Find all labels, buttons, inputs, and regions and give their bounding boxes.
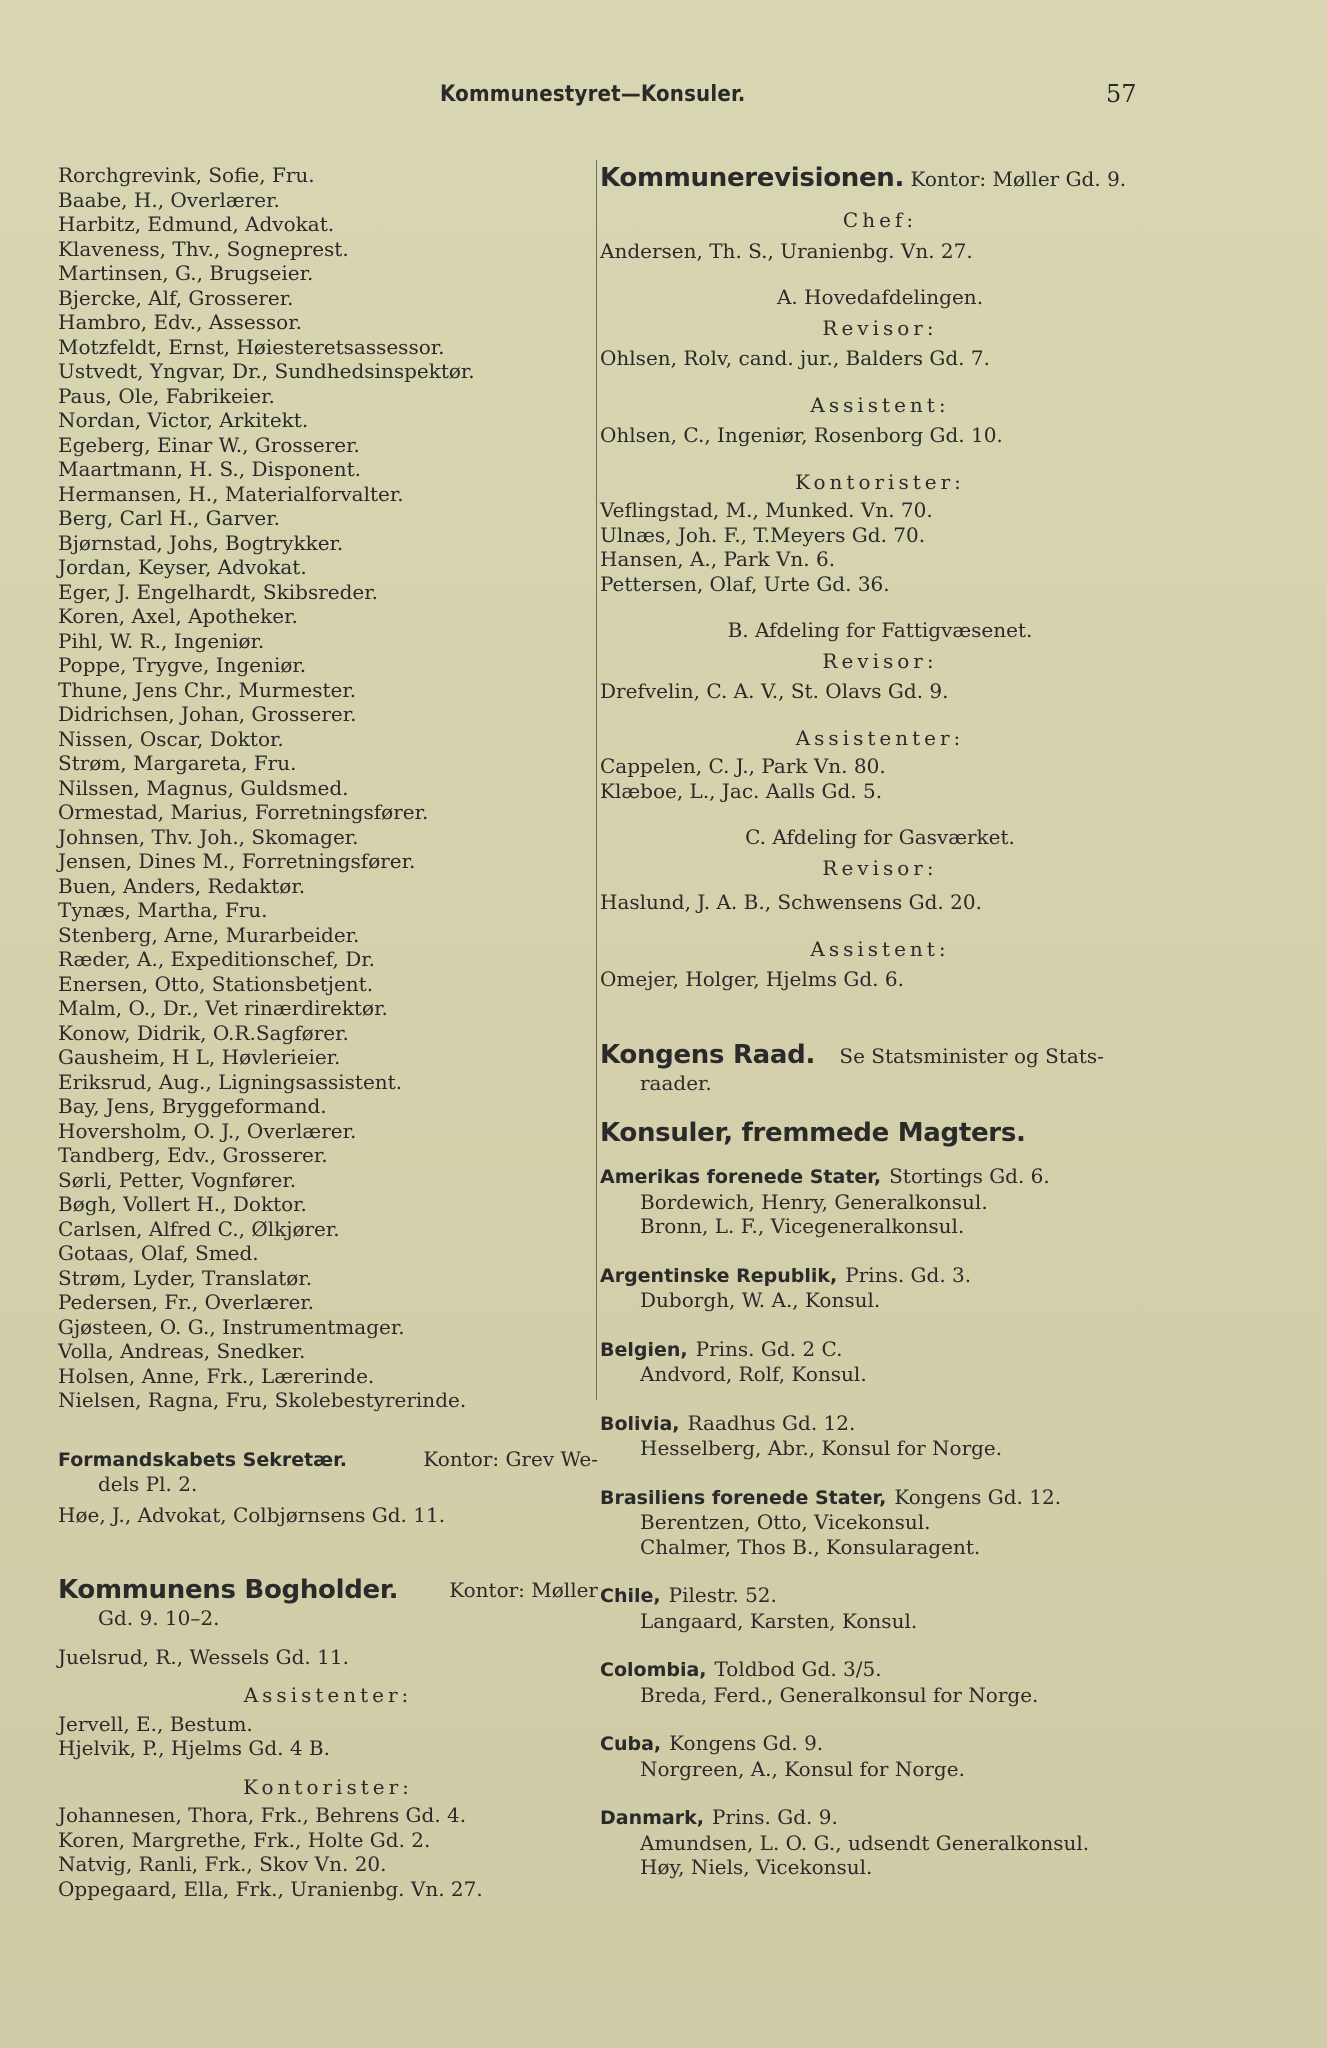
consulate-block (600, 1805, 1160, 1880)
member-entry: Tandberg, Edv., Grosserer. (58, 1143, 328, 1167)
kongens-raad-text: Se Statsminister og Stats- (839, 1043, 1104, 1068)
consul-entry: Bordewich, Henry, Generalkonsul. (640, 1189, 988, 1214)
consulate-country: Colombia, (600, 1659, 707, 1681)
member-entry: Bjørnstad, Johs, Bogtrykker. (58, 530, 344, 555)
consulate-country-line (600, 1263, 1160, 1289)
kongens-raad-heading: Kongens Raad. (600, 1039, 816, 1070)
member-entry: Egeberg, Einar W., Grosserer. (58, 432, 360, 457)
member-entry: Thune, Jens Chr., Murmester. (58, 677, 357, 702)
consulate-block (600, 1411, 1160, 1461)
member-entry: Motzfeldt, Ernst, Høiesteretsassessor. (58, 334, 445, 359)
kontorist-entry: Koren, Margrethe, Frk., Holte Gd. 2. (58, 1827, 431, 1852)
consul-entry: Andvord, Rolf, Konsul. (640, 1362, 867, 1386)
section-a-revisor-label: Revisor: (822, 315, 938, 340)
member-entry: Nielsen, Ragna, Fru, Skolebestyrerinde. (58, 1388, 467, 1412)
consulate-country: Belgien, (600, 1338, 688, 1361)
consulate-country-line (600, 1337, 1160, 1363)
konsuler-list (600, 1164, 1160, 1880)
kontorist-entry: Hansen, A., Park Vn. 6. (600, 547, 836, 571)
consulate-block (600, 1164, 1160, 1239)
kontorist-entry: Ulnæs, Joh. F., T.Meyers Gd. 70. (600, 522, 926, 547)
consulate-block (600, 1657, 1160, 1707)
member-entry: Nissen, Oscar, Doktor. (58, 726, 284, 751)
section-a-kontorister-label: Kontorister: (795, 469, 965, 494)
revision-office: Kontor: Møller Gd. 9. (910, 167, 1127, 191)
section-a-kontorister-list (600, 498, 1160, 596)
consul-entry: Bronn, L. F., Vicegeneralkonsul. (640, 1214, 965, 1238)
member-entry: Tynæs, Martha, Fru. (58, 898, 268, 922)
consulate-address: Prins. Gd. 3. (845, 1262, 972, 1287)
member-entry: Eger, J. Engelhardt, Skibsreder. (58, 579, 378, 604)
member-entry: Nilssen, Magnus, Guldsmed. (58, 775, 349, 800)
member-entry: Strøm, Lyder, Translatør. (58, 1265, 313, 1290)
consul-entry: Chalmer, Thos B., Konsularagent. (640, 1534, 981, 1559)
formandskab-person: Høe, J., Advokat, Colbjørnsens Gd. 11. (58, 1502, 446, 1527)
section-b-assistenter-list (600, 754, 1160, 803)
konsuler-heading: Konsuler, fremmede Magters. (600, 1118, 1026, 1148)
assistent-entry: Klæboe, L., Jac. Aalls Gd. 5. (600, 778, 883, 803)
assistent-entry: Hjelvik, P., Hjelms Gd. 4 B. (58, 1736, 330, 1760)
formandskab-heading-line (58, 1447, 598, 1473)
bogholder-person: Juelsrud, R., Wessels Gd. 11. (58, 1644, 349, 1669)
kontorist-entry: Oppegaard, Ella, Frk., Uranienbg. Vn. 27. (58, 1876, 483, 1901)
consulate-country: Chile, (600, 1585, 661, 1607)
section-c-assistent: Omejer, Holger, Hjelms Gd. 6. (600, 967, 904, 991)
member-entry: Pedersen, Fr., Overlærer. (58, 1290, 315, 1314)
member-entry: Gausheim, H L, Høvlerieier. (58, 1045, 341, 1069)
bogholder-assistenter-list (58, 1712, 598, 1761)
member-entry: Rorchgrevink, Sofie, Fru. (58, 163, 315, 187)
consulate-address: Stortings Gd. 6. (889, 1164, 1050, 1188)
consulate-country-line (600, 1164, 1160, 1190)
section-c-revisor-label: Revisor: (822, 855, 938, 880)
formandskab-heading: Formandskabets Sekretær. (58, 1448, 347, 1471)
member-entry: Gotaas, Olaf, Smed. (58, 1241, 259, 1265)
section-c-title: C. Afdeling for Gasværket. (745, 825, 1015, 849)
bogholder-kontorister-list (58, 1803, 598, 1901)
bogholder-heading: Kommunens Bogholder. (58, 1575, 399, 1605)
member-entry: Enersen, Otto, Stationsbetjent. (58, 971, 374, 996)
consulate-address: Kongens Gd. 9. (669, 1731, 824, 1755)
member-entry: Paus, Ole, Fabrikeier. (58, 383, 275, 408)
member-entry: Buen, Anders, Redaktør. (58, 873, 306, 898)
consulate-country: Brasiliens forenede Stater, (600, 1486, 887, 1509)
consul-entry: Duborgh, W. A., Konsul. (640, 1288, 881, 1312)
member-entry: Didrichsen, Johan, Grosserer. (58, 702, 357, 726)
consulate-address: Prins. Gd. 2 C. (695, 1336, 843, 1361)
assistent-entry: Jervell, E., Bestum. (58, 1711, 253, 1736)
section-a-assistent: Ohlsen, C., Ingeniør, Rosenborg Gd. 10. (600, 423, 1003, 447)
kongens-raad-text-cont: raader. (640, 1070, 712, 1095)
member-entry: Gjøsteen, O. G., Instrumentmager. (58, 1314, 405, 1339)
member-entry: Hambro, Edv., Assessor. (58, 310, 302, 334)
consulate-block (600, 1337, 1160, 1387)
revision-heading: Kommunerevisionen. (600, 163, 905, 193)
member-entry: Pihl, W. R., Ingeniør. (58, 628, 265, 653)
member-entry: Ustvedt, Yngvar, Dr., Sundhedsinspektør. (58, 359, 475, 383)
member-entry: Bøgh, Vollert H., Doktor. (58, 1192, 307, 1216)
consul-entry: Langaard, Karsten, Konsul. (640, 1608, 918, 1633)
consul-entry: Berentzen, Otto, Vicekonsul. (640, 1510, 931, 1534)
konsuler-heading-line (600, 1117, 1160, 1150)
member-entry: Ormestad, Marius, Forretningsfører. (58, 800, 429, 824)
formandskab-office-cont: dels Pl. 2. (98, 1472, 198, 1496)
bogholder-office: Kontor: Møller (449, 1578, 598, 1602)
revision-heading-line (600, 163, 1160, 194)
kongens-raad-line (600, 1040, 1160, 1071)
consulate-country-line (600, 1583, 1160, 1609)
right-column (600, 163, 1160, 1904)
consulate-block (600, 1263, 1160, 1313)
consulate-country-line (600, 1411, 1160, 1437)
kontorist-entry: Natvig, Ranli, Frk., Skov Vn. 20. (58, 1852, 387, 1876)
member-entry: Martinsen, G., Brugseier. (58, 261, 314, 285)
consulate-block (600, 1583, 1160, 1633)
consul-entry: Hesselberg, Abr., Konsul for Norge. (640, 1436, 1003, 1460)
bogholder-kontorister-label: Kontorister: (243, 1774, 413, 1799)
member-entry: Konow, Didrik, O.R.Sagfører. (58, 1020, 349, 1045)
member-entry: Strøm, Margareta, Fru. (58, 751, 297, 775)
member-entry: Carlsen, Alfred C., Ølkjører. (58, 1216, 340, 1241)
consulate-country-line (600, 1731, 1160, 1757)
revision-chef-label: Chef: (842, 208, 918, 232)
consulate-country-line (600, 1805, 1160, 1831)
member-entry: Hermansen, H., Materialforvalter. (58, 481, 404, 506)
consulate-block (600, 1731, 1160, 1781)
consulate-address: Kongens Gd. 12. (894, 1484, 1062, 1509)
bogholder-heading-line (58, 1575, 598, 1606)
consul-entry: Breda, Ferd., Generalkonsul for Norge. (640, 1682, 1039, 1707)
consul-entry: Norgreen, A., Konsul for Norge. (640, 1756, 965, 1781)
section-a-assistent-label: Assistent: (810, 392, 950, 417)
consulate-country: Danmark, (600, 1807, 704, 1829)
assistent-entry: Cappelen, C. J., Park Vn. 80. (600, 754, 886, 778)
kontorist-entry: Johannesen, Thora, Frk., Behrens Gd. 4. (58, 1803, 467, 1827)
section-a-title: A. Hovedafdelingen. (776, 285, 984, 309)
member-entry: Ræder, A., Expeditionschef, Dr. (58, 947, 375, 971)
consulate-country-line (600, 1657, 1160, 1683)
formandskab-office: Kontor: Grev We- (423, 1446, 598, 1471)
consulate-country: Cuba, (600, 1733, 662, 1755)
member-entry: Eriksrud, Aug., Ligningsassistent. (58, 1069, 403, 1094)
member-entry: Maartmann, H. S., Disponent. (58, 457, 362, 481)
consulate-address: Raadhus Gd. 12. (687, 1410, 856, 1435)
member-entry: Hoversholm, O. J., Overlærer. (58, 1118, 357, 1143)
bogholder-office-cont: Gd. 9. 10–2. (98, 1606, 220, 1630)
consulate-country: Bolivia, (600, 1412, 680, 1435)
consul-entry: Amundsen, L. O. G., udsendt Generalkonsul. (640, 1830, 1090, 1855)
section-b-assistenter-label: Assistenter: (795, 725, 965, 750)
member-entry: Malm, O., Dr., Vet rinærdirektør. (58, 996, 388, 1020)
bogholder-assistenter-label: Assistenter: (243, 1683, 413, 1707)
left-column (58, 163, 598, 1901)
member-entry: Stenberg, Arne, Murarbeider. (58, 922, 360, 947)
member-entry: Nordan, Victor, Arkitekt. (58, 408, 309, 432)
member-entry: Harbitz, Edmund, Advokat. (58, 212, 335, 236)
member-entry: Klaveness, Thv., Sogneprest. (58, 236, 349, 261)
consulate-address: Prins. Gd. 9. (711, 1805, 838, 1829)
member-entry: Volla, Andreas, Snedker. (58, 1339, 306, 1363)
member-entry: Jensen, Dines M., Forretningsfører. (58, 849, 416, 873)
consul-entry: Høy, Niels, Vicekonsul. (640, 1855, 873, 1879)
member-entry: Koren, Axel, Apotheker. (58, 604, 298, 628)
member-entry: Baabe, H., Overlærer. (58, 187, 280, 212)
members-list (58, 163, 598, 1413)
page-header-title: Kommunestyret—Konsuler. (440, 82, 746, 107)
member-entry: Johnsen, Thv. Joh., Skomager. (58, 824, 359, 849)
revision-chef: Andersen, Th. S., Uranienbg. Vn. 27. (600, 238, 973, 263)
section-b-revisor: Drefvelin, C. A. V., St. Olavs Gd. 9. (600, 679, 949, 703)
member-entry: Bjercke, Alf, Grosserer. (58, 285, 294, 310)
member-entry: Sørli, Petter, Vognfører. (58, 1167, 297, 1192)
kontorist-entry: Veflingstad, M., Munked. Vn. 70. (600, 498, 933, 522)
consulate-address: Toldbod Gd. 3/5. (714, 1657, 882, 1681)
page-number: 57 (1106, 80, 1137, 108)
section-b-title: B. Afdeling for Fattigvæsenet. (727, 618, 1033, 642)
section-a-revisor: Ohlsen, Rolv, cand. jur., Balders Gd. 7. (600, 346, 990, 370)
consulate-country-line (600, 1485, 1160, 1511)
consulate-country: Amerikas forenede Stater, (600, 1166, 882, 1188)
consulate-block (600, 1485, 1160, 1560)
member-entry: Jordan, Keyser, Advokat. (58, 555, 307, 579)
consulate-country: Argentinske Republik, (600, 1264, 838, 1287)
member-entry: Poppe, Trygve, Ingeniør. (58, 653, 307, 677)
member-entry: Holsen, Anne, Frk., Lærerinde. (58, 1363, 375, 1388)
member-entry: Bay, Jens, Bryggeformand. (58, 1094, 327, 1118)
section-b-revisor-label: Revisor: (822, 648, 938, 673)
member-entry: Berg, Carl H., Garver. (58, 506, 280, 530)
section-c-assistent-label: Assistent: (810, 936, 950, 961)
kontorist-entry: Pettersen, Olaf, Urte Gd. 36. (600, 571, 890, 596)
consulate-address: Pilestr. 52. (668, 1583, 777, 1607)
section-c-revisor: Haslund, J. A. B., Schwensens Gd. 20. (600, 890, 982, 914)
